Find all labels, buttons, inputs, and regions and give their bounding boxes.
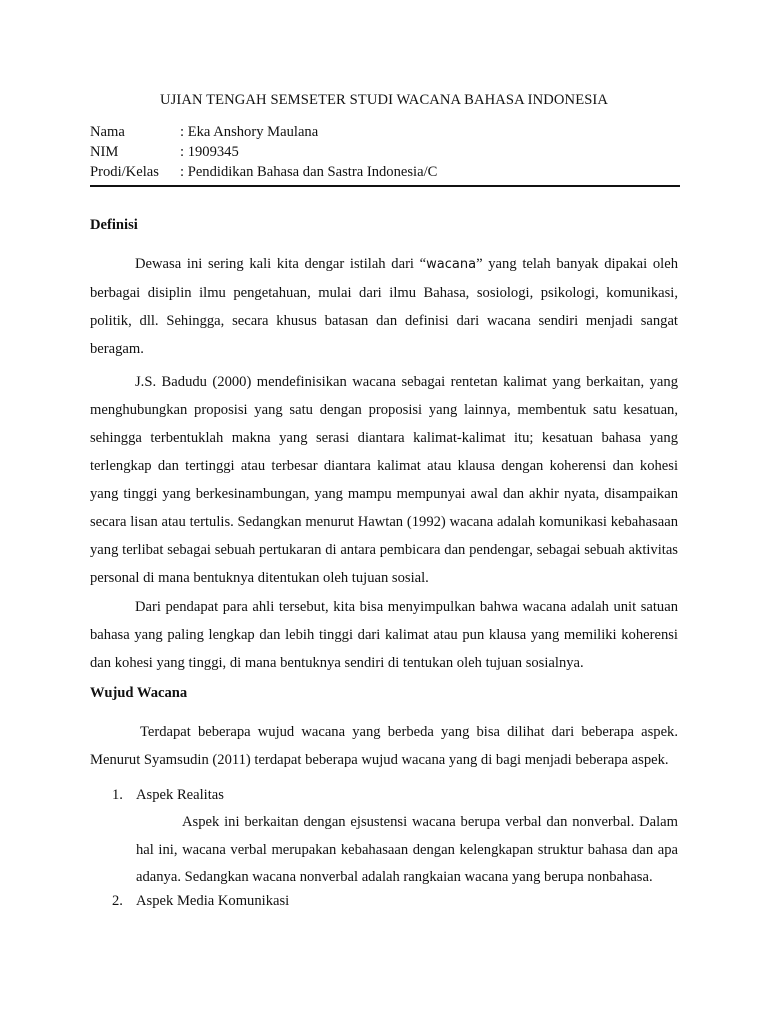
- paragraph-text: ” yang telah banyak dipakai oleh berbagai disiplin ilmu pengetahuan, mulai dari ilmu Bahasa, sosiologi, psikologi, komunikasi, politik, dll. Sehingga, secara khusus batasan dan definisi dari wacana sendiri menjadi sangat beragam.: [90, 256, 678, 357]
- info-value: : Eka Anshory Maulana: [180, 124, 319, 140]
- list-label: Aspek Media Komunikasi: [136, 893, 290, 909]
- list-number: 1.: [112, 787, 123, 803]
- info-label: Prodi/Kelas: [90, 164, 159, 180]
- info-value: : Pendidikan Bahasa dan Sastra Indonesia/C: [180, 164, 438, 180]
- info-label: Nama: [90, 124, 125, 140]
- list-number: 2.: [112, 893, 123, 909]
- paragraph-definisi-1: [90, 250, 678, 363]
- list-item-description: Aspek ini berkaitan dengan ejsustensi wacana berupa verbal dan nonverbal. Dalam hal ini, wacana verbal merupakan kebahasaan dengan kelengkapan struktur bahasa dan apa adanya. Sedangkan wacana nonverbal adalah rangkaian wacana yang berupa nonbahasa.: [136, 814, 678, 885]
- paragraph-definisi-2: J.S. Badudu (2000) mendefinisikan wacana sebagai rentetan kalimat yang berkaitan, yang menghubungkan proposisi yang satu dengan proposisi yang lainnya, membentuk satu kesatuan, sehingga terbentuklah makna yang serasi diantara kalimat-kalimat itu; kesatuan bahasa yang terlengkap dan tertinggi atau terbesar diantara kalimat atau klausa dengan koherensi dan kohesi yang tinggi yang berkesinambungan, yang mampu mempunyai awal dan akhir nyata, disampaikan secara lisan atau tertulis. Sedangkan menurut Hawtan (1992) wacana adalah komunikasi kebahasaan yang terlibat sebagai sebuah pertukaran di antara pembicara dan pendengar, sebagai sebuah aktivitas personal di mana bentuknya ditentukan oleh tujuan sosial.: [90, 374, 678, 586]
- info-label: NIM: [90, 144, 119, 160]
- section-heading-definisi: Definisi: [90, 217, 138, 233]
- info-value: : 1909345: [180, 144, 239, 160]
- header-divider: [90, 185, 680, 187]
- section-heading-wujud: Wujud Wacana: [90, 685, 188, 701]
- paragraph-text: Dewasa ini sering kali kita dengar istilah dari “: [135, 256, 427, 272]
- list-label: Aspek Realitas: [136, 787, 224, 803]
- document-title: UJIAN TENGAH SEMSETER STUDI WACANA BAHASA INDONESIA: [159, 92, 609, 108]
- paragraph-wujud-1: Terdapat beberapa wujud wacana yang berbeda yang bisa dilihat dari beberapa aspek. Menurut Syamsudin (2011) terdapat beberapa wujud wacana yang di bagi menjadi beberapa aspek.: [90, 724, 678, 768]
- paragraph-definisi-3: Dari pendapat para ahli tersebut, kita bisa menyimpulkan bahwa wacana adalah unit satuan bahasa yang paling lengkap dan lebih tinggi dari kalimat atau pun klausa yang memiliki koherensi dan kohesi yang tinggi, di mana bentuknya sendiri di tentukan oleh tujuan sosialnya.: [90, 599, 678, 671]
- term-wacana: wacana: [426, 257, 477, 272]
